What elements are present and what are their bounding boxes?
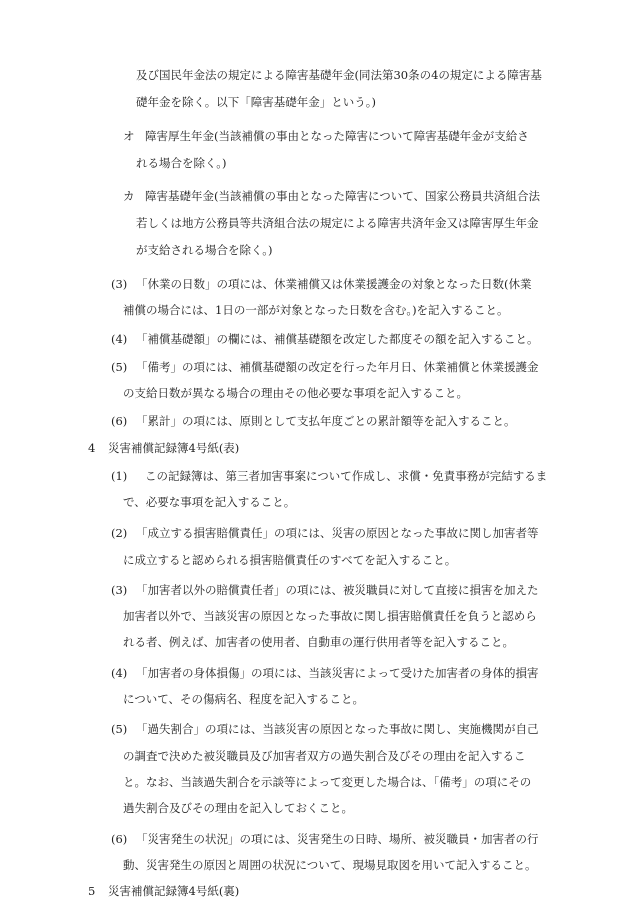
line-text: 若しくは地方公務員等共済組合法の規定による障害共済年金又は障害厚生年金	[136, 216, 539, 230]
line-text: 「補償基礎額」の欄には、補償基礎額を改定した都度その額を記入すること。	[136, 332, 539, 346]
line-text: 「災害発生の状況」の項には、災害発生の日時、場所、被災職員・加害者の行	[136, 832, 539, 846]
section-number: 5	[88, 884, 96, 898]
item-marker: (4)	[111, 332, 128, 346]
section-title: 災害補償記録簿4号紙(表)	[108, 441, 240, 455]
item-marker: (6)	[111, 414, 128, 428]
line-text: と。なお、当該過失割合を示談等によって変更した場合は、「備考」の項にその	[123, 775, 532, 789]
item-marker: (3)	[111, 277, 128, 291]
line-text: 補償の場合には、1日の一部が対象となった日数を含む。)を記入すること。	[123, 303, 509, 317]
line-text: れる場合を除く。)	[136, 156, 227, 170]
line-text: 「休業の日数」の項には、休業補償又は休業援護金の対象となった日数(休業	[136, 277, 532, 291]
line-text: 「過失割合」の項には、当該災害の原因となった事故に関し、実施機関が自己	[136, 722, 539, 736]
line-text: の調査で決めた被災職員及び加害者双方の過失割合及びその理由を記入するこ	[123, 749, 526, 763]
line-text: 及び国民年金法の規定による障害基礎年金(同法第30条の4の規定による障害基	[136, 68, 542, 82]
line-text: 動、災害発生の原因と周囲の状況について、現場見取図を用いて記入すること。	[123, 858, 537, 872]
line-text: に成立すると認められる損害賠償責任のすべてを記入すること。	[123, 553, 457, 567]
line-text: について、その傷病名、程度を記入すること。	[123, 692, 365, 706]
line-text: 「成立する損害賠償責任」の項には、災害の原因となった事故に関し加害者等	[136, 526, 539, 540]
line-text: 過失割合及びその理由を記入しておくこと。	[123, 801, 353, 815]
line-text: れる者、例えば、加害者の使用者、自動車の運行供用者等を記入すること。	[123, 635, 514, 649]
line-text: 障害厚生年金(当該補償の事由となった障害について障害基礎年金が支給さ	[145, 129, 529, 143]
item-marker: (1)	[111, 469, 128, 483]
item-marker: オ	[123, 129, 135, 143]
item-marker: (4)	[111, 666, 128, 680]
line-text: 「加害者以外の賠償責任者」の項には、被災職員に対して直接に損害を加えた	[136, 583, 539, 597]
line-text: 加害者以外で、当該災害の原因となった事故に関し損害賠償責任を負うと認めら	[123, 609, 537, 623]
item-marker: カ	[123, 189, 135, 203]
item-marker: (6)	[111, 832, 128, 846]
line-text: で、必要な事項を記入すること。	[123, 495, 296, 509]
line-text: の支給日数が異なる場合の理由その他必要な事項を記入すること。	[123, 386, 468, 400]
item-marker: (3)	[111, 583, 128, 597]
section-number: 4	[88, 441, 96, 455]
line-text: 障害基礎年金(当該補償の事由となった障害について、国家公務員共済組合法	[145, 189, 541, 203]
line-text: が支給される場合を除く。)	[136, 243, 273, 257]
line-text: 礎年金を除く。以下「障害基礎年金」という。)	[136, 95, 377, 109]
section-title: 災害補償記録簿4号紙(裏)	[108, 884, 240, 898]
line-text: 「備考」の項には、補償基礎額の改定を行った年月日、休業補償と休業援護金	[136, 360, 539, 374]
item-marker: (5)	[111, 360, 128, 374]
line-text: 「累計」の項には、原則として支払年度ごとの累計額等を記入すること。	[136, 414, 516, 428]
item-marker: (5)	[111, 722, 128, 736]
line-text: この記録簿は、第三者加害事案について作成し、求償・免責事務が完結するま	[145, 469, 548, 483]
line-text: 「加害者の身体損傷」の項には、当該災害によって受けた加害者の身体的損害	[136, 666, 539, 680]
item-marker: (2)	[111, 526, 128, 540]
